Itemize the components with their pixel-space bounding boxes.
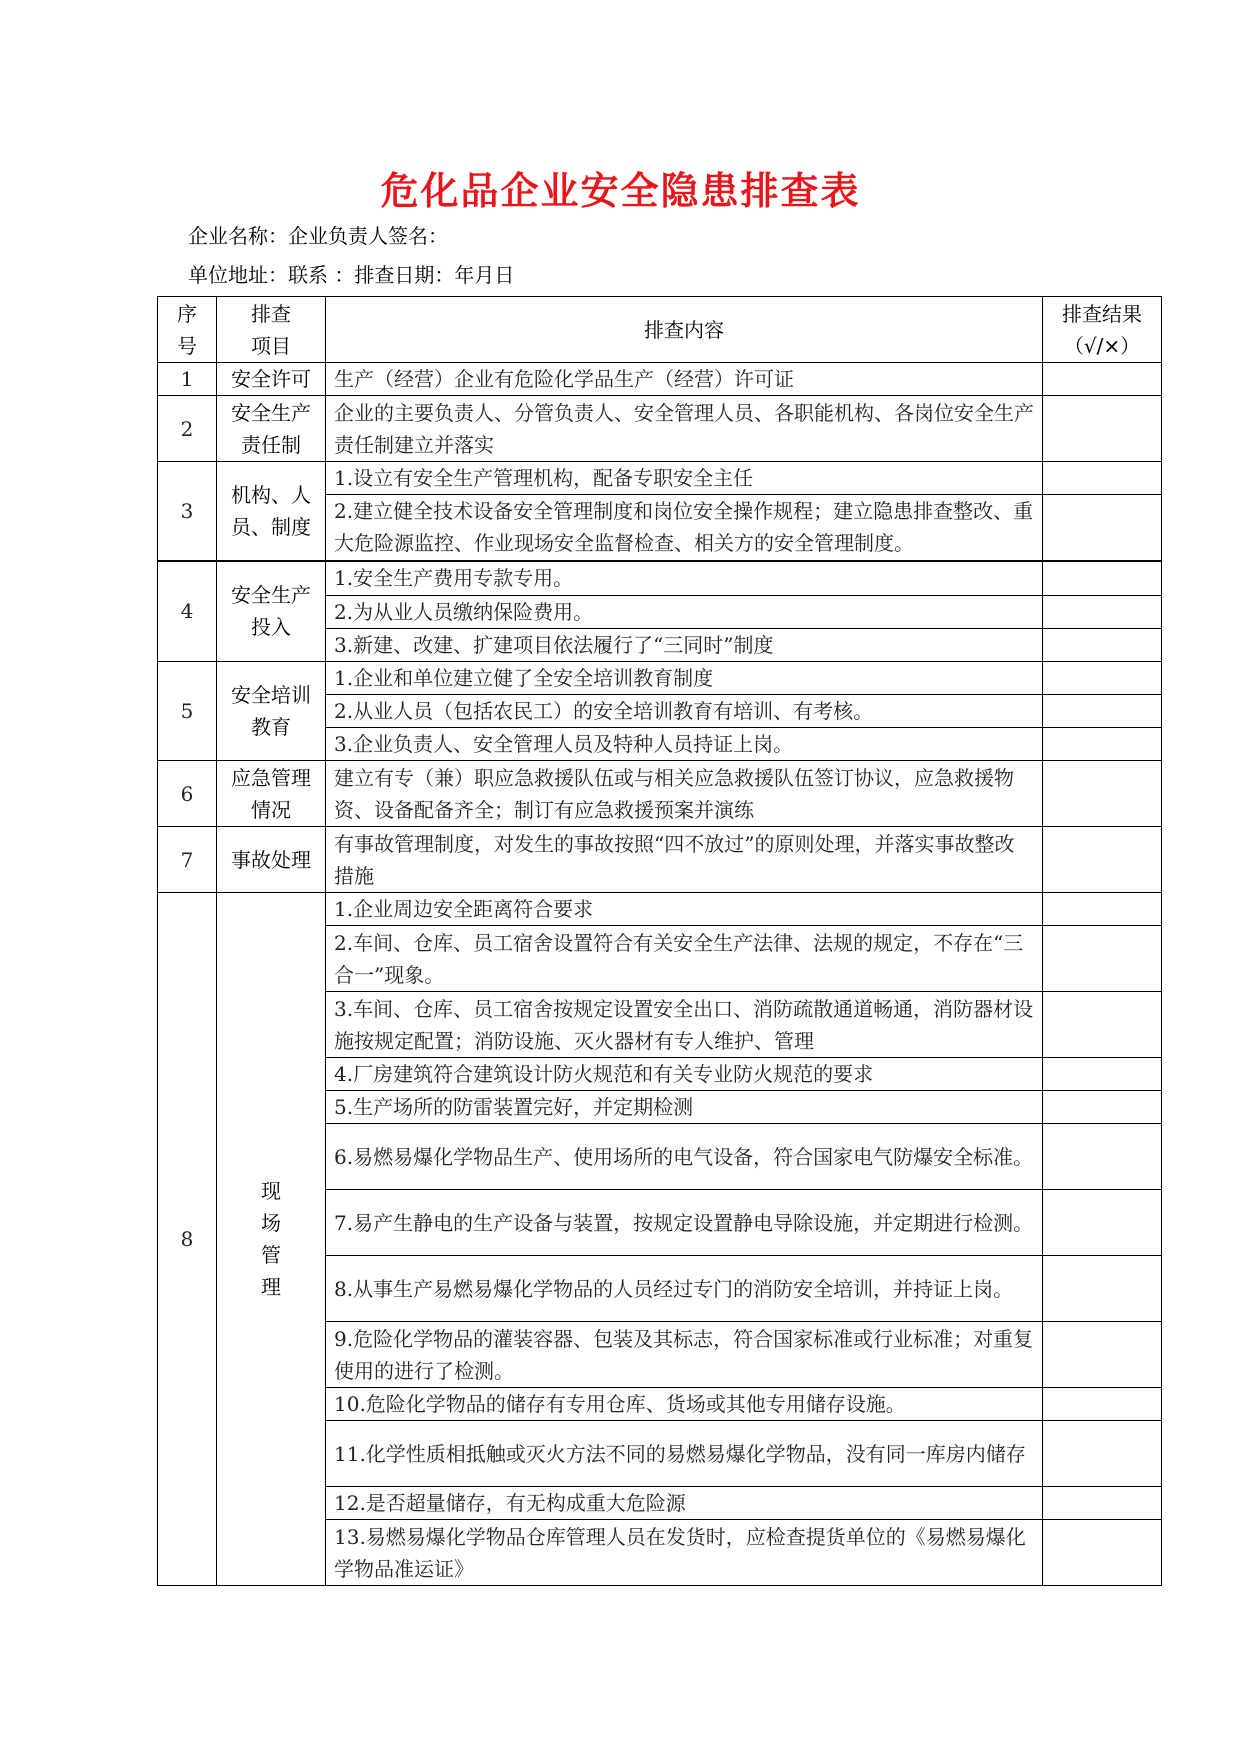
header-no-line2: 号	[177, 333, 197, 358]
result-cell[interactable]	[1043, 827, 1162, 893]
result-cell[interactable]	[1043, 893, 1162, 926]
inspection-item	[217, 893, 326, 1586]
header-result-line1: 排查结果	[1062, 301, 1142, 326]
inspection-content: 生产（经营）企业有危险化学品生产（经营）许可证	[326, 363, 1043, 396]
result-cell[interactable]	[1043, 662, 1162, 695]
result-cell[interactable]	[1043, 1322, 1162, 1388]
table-row	[158, 827, 1162, 893]
inspection-item-line: 员、制度	[231, 514, 311, 539]
row-number: 5	[158, 662, 217, 761]
inspection-content: 1.企业和单位建立健了全安全培训教育制度	[326, 662, 1043, 695]
table-row	[158, 561, 1162, 596]
result-cell[interactable]	[1043, 728, 1162, 761]
inspection-item-line: 情况	[251, 797, 291, 822]
row-number: 3	[158, 462, 217, 561]
header-result	[1043, 297, 1162, 363]
result-cell[interactable]	[1043, 992, 1162, 1058]
table-row	[158, 363, 1162, 396]
inspection-content: 2.为从业人员缴纳保险费用。	[326, 596, 1043, 629]
inspection-content: 10.危险化学物品的储存有专用仓库、货场或其他专用储存设施。	[326, 1388, 1043, 1421]
header-result-line2: （√/×）	[1063, 333, 1141, 358]
table-row	[158, 761, 1162, 827]
result-cell[interactable]	[1043, 1124, 1162, 1190]
inspection-content: 2.从业人员（包括农民工）的安全培训教育有培训、有考核。	[326, 695, 1043, 728]
table-header-row	[158, 297, 1162, 363]
result-cell[interactable]	[1043, 1487, 1162, 1520]
company-info-line: 企业名称：企业负责人签名：	[188, 224, 448, 248]
inspection-content: 有事故管理制度，对发生的事故按照“四不放过”的原则处理，并落实事故整改措施	[326, 827, 1043, 893]
result-cell[interactable]	[1043, 462, 1162, 495]
row-number: 1	[158, 363, 217, 396]
inspection-item-line: 安全生产	[231, 400, 311, 425]
inspection-item-line: 机构、人	[231, 482, 311, 507]
inspection-content: 3.车间、仓库、员工宿舍按规定设置安全出口、消防疏散通道畅通，消防器材设施按规定配置；消防设施、灭火器材有专人维护、管理	[326, 992, 1043, 1058]
table-row	[158, 662, 1162, 695]
result-cell[interactable]	[1043, 1256, 1162, 1322]
inspection-item-line: 责任制	[241, 432, 301, 457]
inspection-content: 9.危险化学物品的灌装容器、包装及其标志，符合国家标准或行业标准；对重复使用的进行了检测。	[326, 1322, 1043, 1388]
table-row	[158, 893, 1162, 926]
header-content: 排查内容	[326, 297, 1043, 363]
inspection-content: 7.易产生静电的生产设备与装置，按规定设置静电导除设施，并定期进行检测。	[326, 1190, 1043, 1256]
inspection-item	[217, 396, 326, 462]
inspection-content: 企业的主要负责人、分管负责人、安全管理人员、各职能机构、各岗位安全生产责任制建立并落实	[326, 396, 1043, 462]
inspection-item-line: 管	[261, 1243, 281, 1267]
inspection-item-line: 场	[261, 1211, 281, 1235]
inspection-item-line: 教育	[251, 715, 291, 739]
table-row	[158, 462, 1162, 495]
inspection-table	[157, 296, 1162, 1586]
inspection-item	[217, 662, 326, 761]
result-cell[interactable]	[1043, 495, 1162, 561]
page-title: 危化品企业安全隐患排查表	[380, 168, 861, 213]
inspection-item-line: 事故处理	[231, 847, 311, 872]
inspection-content: 2.车间、仓库、员工宿舍设置符合有关安全生产法律、法规的规定，不存在“三合一”现象。	[326, 926, 1043, 992]
inspection-item-line: 安全许可	[231, 367, 311, 391]
inspection-item	[217, 827, 326, 893]
inspection-item	[217, 561, 326, 662]
inspection-item-line: 投入	[251, 615, 291, 640]
inspection-item-line: 现	[261, 1179, 281, 1203]
row-number: 6	[158, 761, 217, 827]
inspection-content: 13.易燃易爆化学物品仓库管理人员在发货时，应检查提货单位的《易燃易爆化学物品准运证》	[326, 1520, 1043, 1586]
inspection-content: 11.化学性质相抵触或灭火方法不同的易燃易爆化学物品，没有同一库房内储存	[326, 1421, 1043, 1487]
inspection-content: 建立有专（兼）职应急救援队伍或与相关应急救援队伍签订协议，应急救援物资、设备配备齐全；制订有应急救援预案并演练	[326, 761, 1043, 827]
header-item-line2: 项目	[251, 333, 291, 358]
inspection-item	[217, 761, 326, 827]
result-cell[interactable]	[1043, 926, 1162, 992]
inspection-item-line: 应急管理	[231, 765, 311, 790]
header-no	[158, 297, 217, 363]
inspection-content: 1.设立有安全生产管理机构，配备专职安全主任	[326, 462, 1043, 495]
inspection-content: 1.安全生产费用专款专用。	[326, 561, 1043, 596]
result-cell[interactable]	[1043, 363, 1162, 396]
row-number: 8	[158, 893, 217, 1586]
row-number: 7	[158, 827, 217, 893]
header-item	[217, 297, 326, 363]
inspection-content: 12.是否超量储存，有无构成重大危险源	[326, 1487, 1043, 1520]
inspection-content: 6.易燃易爆化学物品生产、使用场所的电气设备，符合国家电气防爆安全标准。	[326, 1124, 1043, 1190]
result-cell[interactable]	[1043, 761, 1162, 827]
result-cell[interactable]	[1043, 1058, 1162, 1091]
row-number: 4	[158, 561, 217, 662]
result-cell[interactable]	[1043, 629, 1162, 662]
table-row	[158, 396, 1162, 462]
inspection-item	[217, 462, 326, 561]
result-cell[interactable]	[1043, 695, 1162, 728]
result-cell[interactable]	[1043, 1421, 1162, 1487]
result-cell[interactable]	[1043, 396, 1162, 462]
inspection-item	[217, 363, 326, 396]
inspection-content: 3.企业负责人、安全管理人员及特种人员持证上岗。	[326, 728, 1043, 761]
inspection-content: 2.建立健全技术设备安全管理制度和岗位安全操作规程；建立隐患排查整改、重大危险源监控、作业现场安全监督检查、相关方的安全管理制度。	[326, 495, 1043, 561]
address-date-line: 单位地址：联系 ：排查日期：年月日	[188, 263, 515, 287]
inspection-content: 5.生产场所的防雷装置完好，并定期检测	[326, 1091, 1043, 1124]
result-cell[interactable]	[1043, 1091, 1162, 1124]
result-cell[interactable]	[1043, 596, 1162, 629]
inspection-content: 1.企业周边安全距离符合要求	[326, 893, 1043, 926]
result-cell[interactable]	[1043, 1190, 1162, 1256]
result-cell[interactable]	[1043, 1520, 1162, 1586]
row-number: 2	[158, 396, 217, 462]
inspection-item-line: 安全培训	[231, 683, 311, 707]
inspection-content: 3.新建、改建、扩建项目依法履行了“三同时”制度	[326, 629, 1043, 662]
header-no-line1: 序	[177, 301, 197, 326]
inspection-item-line: 安全生产	[231, 583, 311, 608]
inspection-content: 8.从事生产易燃易爆化学物品的人员经过专门的消防安全培训，并持证上岗。	[326, 1256, 1043, 1322]
inspection-item-line: 理	[261, 1275, 281, 1299]
result-cell[interactable]	[1043, 561, 1162, 596]
result-cell[interactable]	[1043, 1388, 1162, 1421]
header-item-line1: 排查	[251, 301, 291, 326]
inspection-content: 4.厂房建筑符合建筑设计防火规范和有关专业防火规范的要求	[326, 1058, 1043, 1091]
